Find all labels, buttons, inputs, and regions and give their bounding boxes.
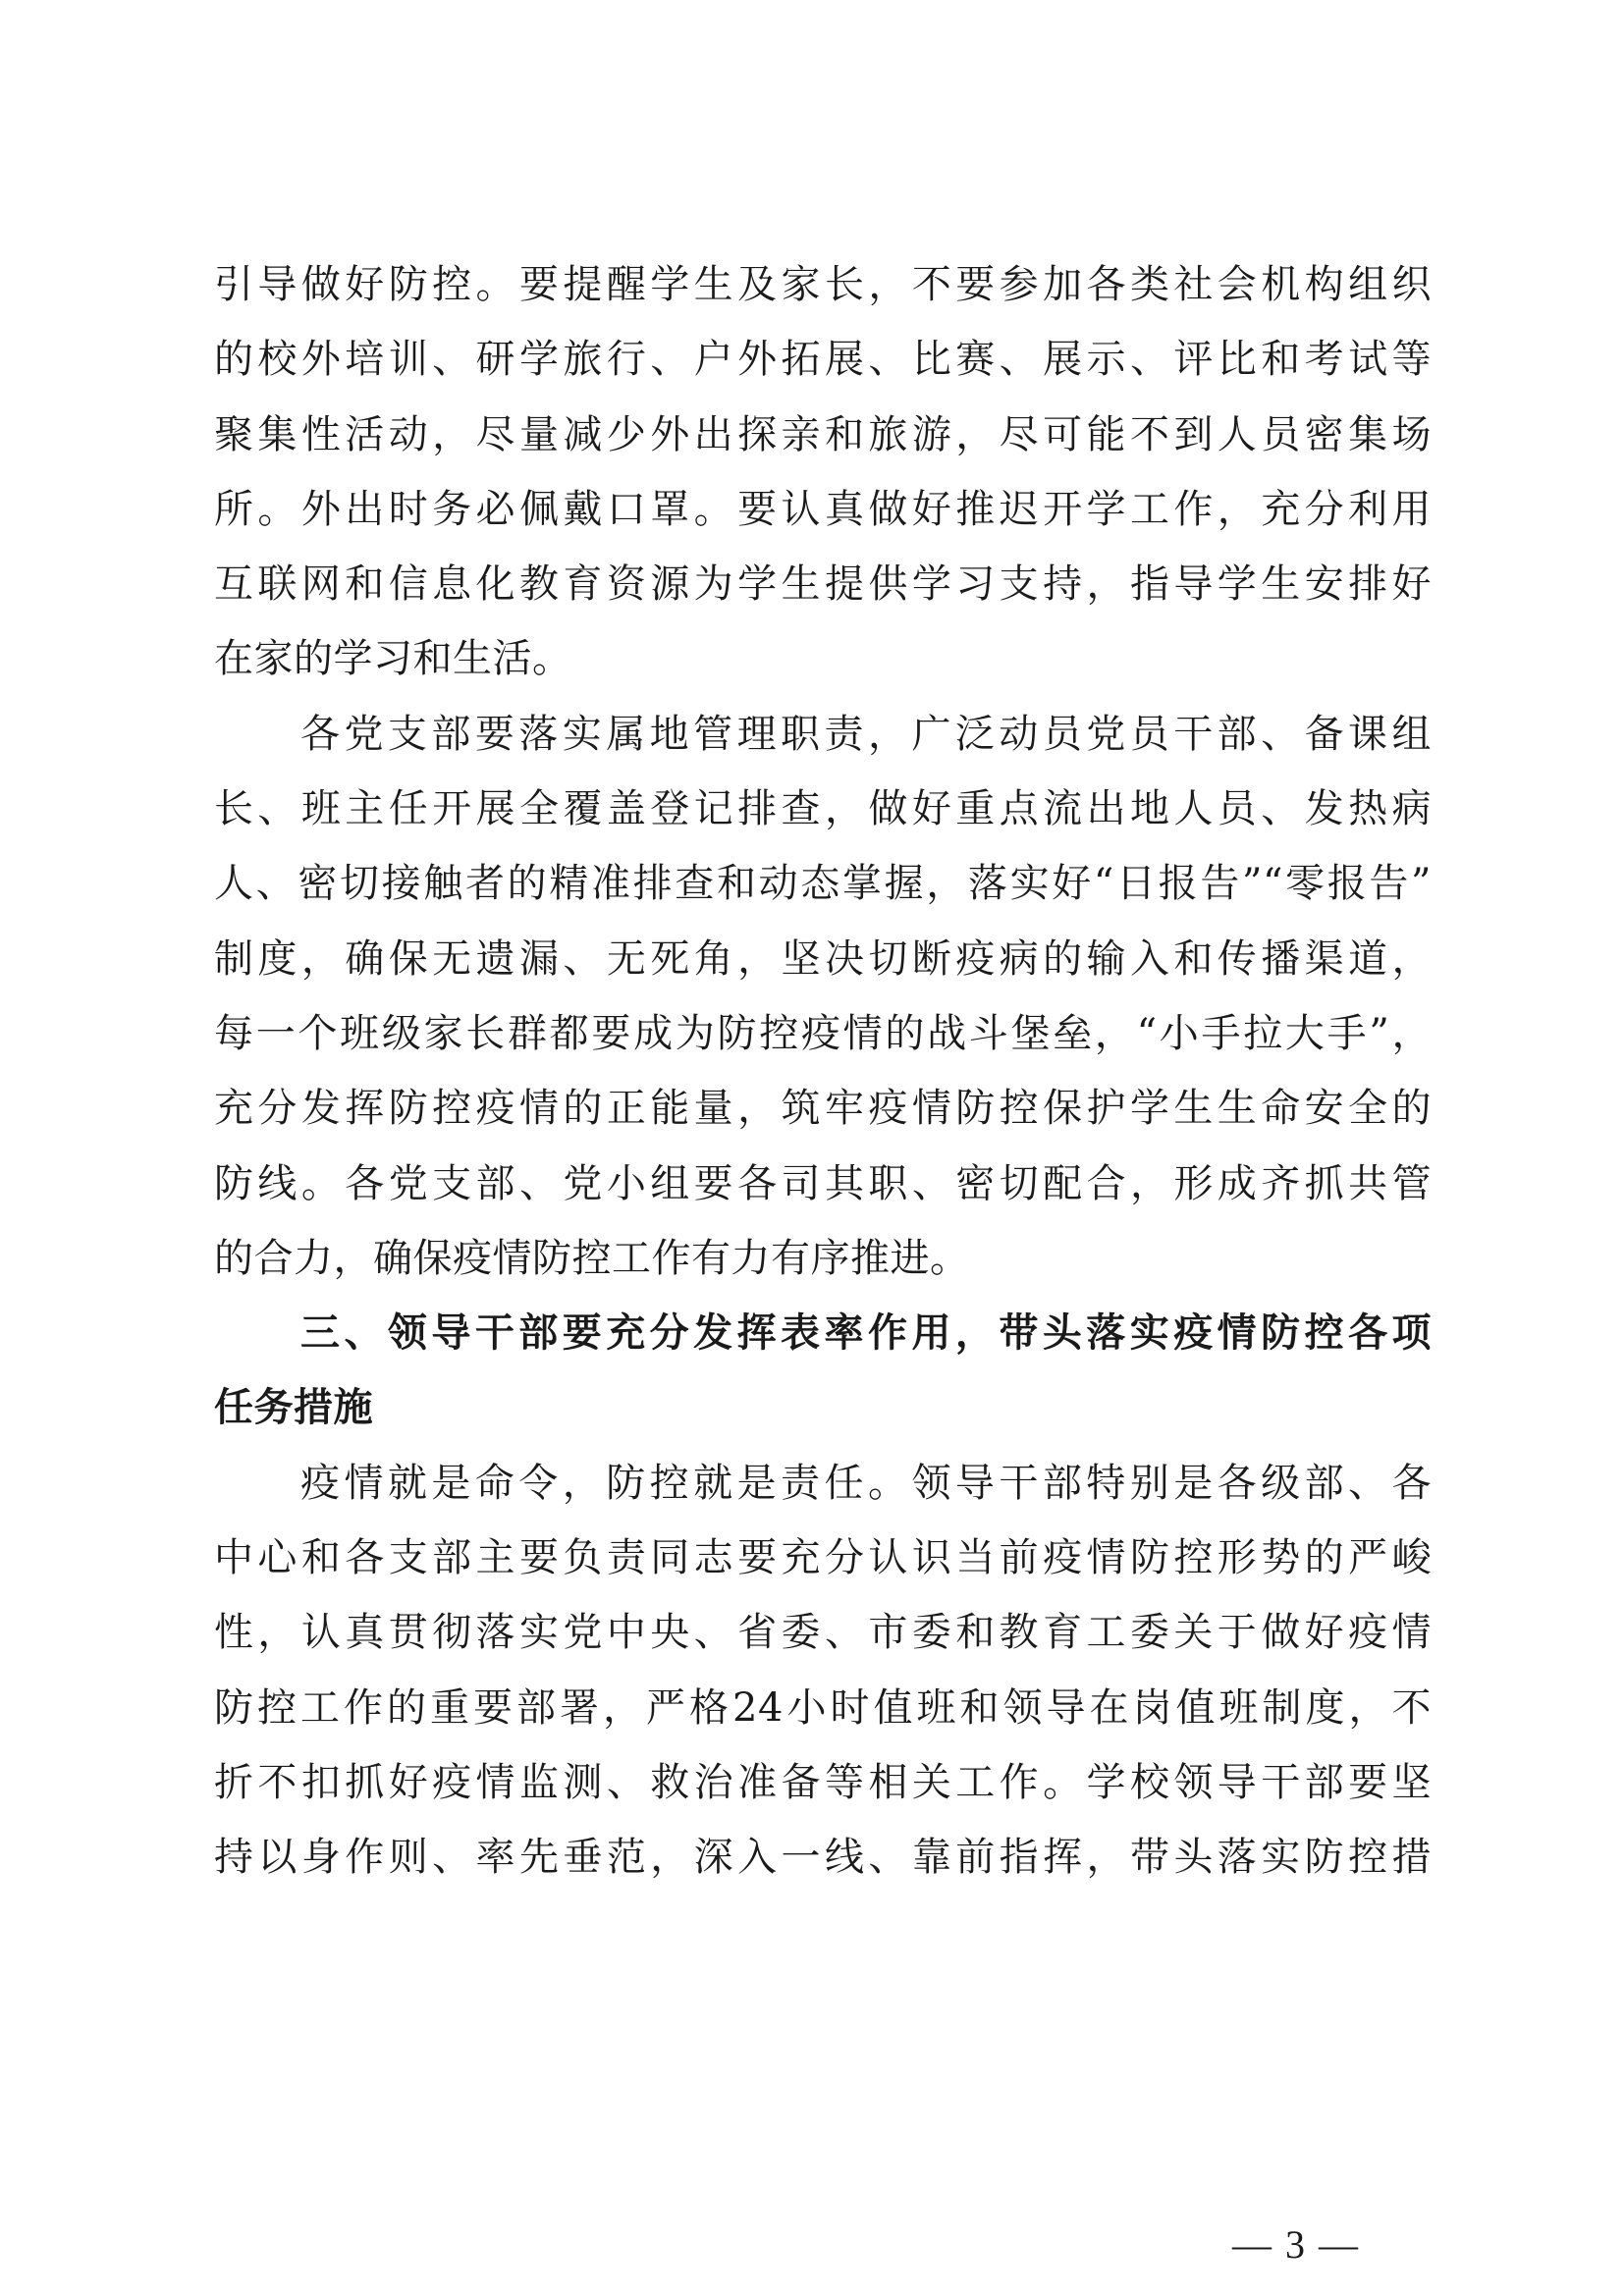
text-line: 的校外培训、研学旅行、户外拓展、比赛、展示、评比和考试等 xyxy=(214,337,1432,383)
text-line: 每一个班级家长群都要成为防控疫情的战斗堡垒，“小手拉大手”， xyxy=(214,1010,1432,1056)
text-line: 人、密切接触者的精准排查和动态掌握，落实好“日报告”“零报告” xyxy=(214,861,1432,907)
text-line: 的合力，确保疫情防控工作有力有序推进。 xyxy=(214,1235,970,1281)
section-heading xyxy=(214,1296,1432,1446)
text-line: 聚集性活动，尽量减少外出探亲和旅游，尽可能不到人员密集场 xyxy=(214,411,1432,457)
text-line: 互联网和信息化教育资源为学生提供学习支持，指导学生安排好 xyxy=(214,561,1432,608)
text-line: 疫情就是命令，防控就是责任。领导干部特别是各级部、各 xyxy=(300,1460,1432,1506)
text-line: 中心和各支部主要负责同志要充分认识当前疫情防控形势的严峻 xyxy=(214,1535,1432,1581)
page-number: — 3 — xyxy=(1232,2222,1360,2267)
text-line: 防线。各党支部、党小组要各司其职、密切配合，形成齐抓共管 xyxy=(214,1160,1432,1206)
text-line: 充分发挥防控疫情的正能量，筑牢疫情防控保护学生生命安全的 xyxy=(214,1086,1432,1132)
text-line: 制度，确保无遗漏、无死角，坚决切断疫病的输入和传播渠道， xyxy=(214,935,1432,982)
text-line: 持以身作则、率先垂范，深入一线、靠前指挥，带头落实防控措 xyxy=(214,1835,1432,1881)
text-line: 所。外出时务必佩戴口罩。要认真做好推迟开学工作，充分利用 xyxy=(214,486,1432,532)
text-line: 长、班主任开展全覆盖登记排查，做好重点流出地人员、发热病 xyxy=(214,786,1432,832)
heading-line: 三、领导干部要充分发挥表率作用，带头落实疫情防控各项 xyxy=(300,1310,1432,1357)
body-text xyxy=(214,247,1432,1896)
paragraph-3 xyxy=(214,1446,1432,1896)
text-line: 引导做好防控。要提醒学生及家长，不要参加各类社会机构组织 xyxy=(214,262,1432,307)
paragraph-2 xyxy=(214,697,1432,1296)
text-line: 各党支部要落实属地管理职责，广泛动员党员干部、备课组 xyxy=(300,711,1432,757)
paragraph-1 xyxy=(214,247,1432,697)
text-line: 性，认真贯彻落实党中央、省委、市委和教育工委关于做好疫情 xyxy=(214,1610,1432,1656)
text-line: 折不扣抓好疫情监测、救治准备等相关工作。学校领导干部要坚 xyxy=(214,1759,1432,1805)
text-line: 防控工作的重要部署，严格24小时值班和领导在岗值班制度，不 xyxy=(214,1684,1432,1731)
text-line: 在家的学习和生活。 xyxy=(214,636,572,682)
heading-line: 任务措施 xyxy=(214,1385,373,1431)
